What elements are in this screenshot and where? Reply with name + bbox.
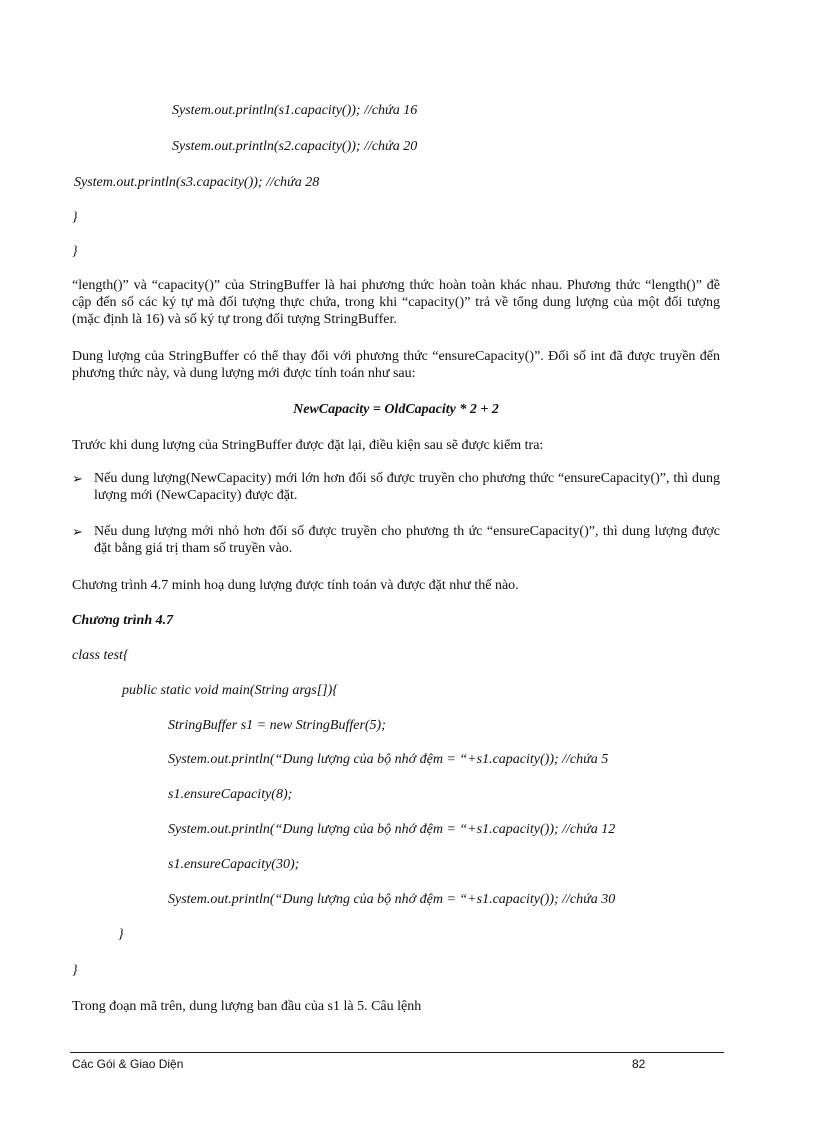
bullet-item: Nếu dung lượng mới nhỏ hơn đối số được truyền cho phương th ức “ensureCapacity()”, thì dung lượng được đặt bằng giá trị tham số truyền vào.	[94, 524, 720, 556]
code-class-line: class test{	[72, 648, 129, 663]
code-line-s3-capacity: System.out.println(s3.capacity()); //chứa 28	[74, 175, 320, 190]
paragraph-condition: Trước khi dung lượng của StringBuffer được đặt lại, điều kiện sau sẽ được kiểm tra:	[72, 438, 544, 453]
bullet-arrow-icon: ➢	[72, 471, 83, 486]
footer-rule	[70, 1052, 724, 1053]
page-number: 82	[632, 1057, 646, 1071]
paragraph-closing: Trong đoạn mã trên, dung lượng ban đầu của s1 là 5. Câu lệnh	[72, 999, 422, 1014]
code-line: s1.ensureCapacity(30);	[168, 857, 300, 872]
code-close-brace: }	[72, 244, 78, 259]
code-line-s2-capacity: System.out.println(s2.capacity()); //chứa 20	[172, 139, 418, 154]
paragraph-length-capacity: “length()” và “capacity()” của StringBuffer là hai phương thức hoàn toàn khác nhau. Phương thức “length()” đề cập đến số các ký tự mà đối tượng thực chứa, trong khi “capacity()” trả về tổng dung lượng của một đối tượng (mặc định là 16) và số ký tự trong đối tượng StringBuffer.	[72, 278, 720, 327]
bullet-arrow-icon: ➢	[72, 524, 83, 539]
code-main-line: public static void main(String args[]){	[122, 683, 338, 698]
code-line: System.out.println(“Dung lượng của bộ nhớ đệm = “+s1.capacity()); //chứa 30	[168, 892, 616, 907]
code-close-brace: }	[72, 210, 78, 225]
code-line: StringBuffer s1 = new StringBuffer(5);	[168, 718, 386, 733]
code-line-s1-capacity: System.out.println(s1.capacity()); //chứa 16	[172, 103, 418, 118]
paragraph-ensure-capacity: Dung lượng của StringBuffer có thể thay đổi với phương thức “ensureCapacity()”. Đối số int đã được truyền đến phương thức này, và dung lượng mới được tính toán như sau:	[72, 349, 720, 381]
code-line: s1.ensureCapacity(8);	[168, 787, 293, 802]
code-line: System.out.println(“Dung lượng của bộ nhớ đệm = “+s1.capacity()); //chứa 12	[168, 822, 616, 837]
paragraph-program-intro: Chương trình 4.7 minh hoạ dung lượng được tính toán và được đặt như thế nào.	[72, 578, 519, 593]
formula: NewCapacity = OldCapacity * 2 + 2	[293, 402, 499, 417]
footer-title: Các Gói & Giao Diện	[72, 1057, 184, 1071]
bullet-item: Nếu dung lượng(NewCapacity) mới lớn hơn đối số được truyền cho phương thức “ensureCapacity()”, thì dung lượng mới (NewCapacity) được đặt.	[94, 471, 720, 503]
program-title: Chương trình 4.7	[72, 613, 174, 628]
code-close-brace: }	[118, 927, 124, 942]
code-line: System.out.println(“Dung lượng của bộ nhớ đệm = “+s1.capacity()); //chứa 5	[168, 752, 609, 767]
code-close-brace: }	[72, 963, 78, 978]
